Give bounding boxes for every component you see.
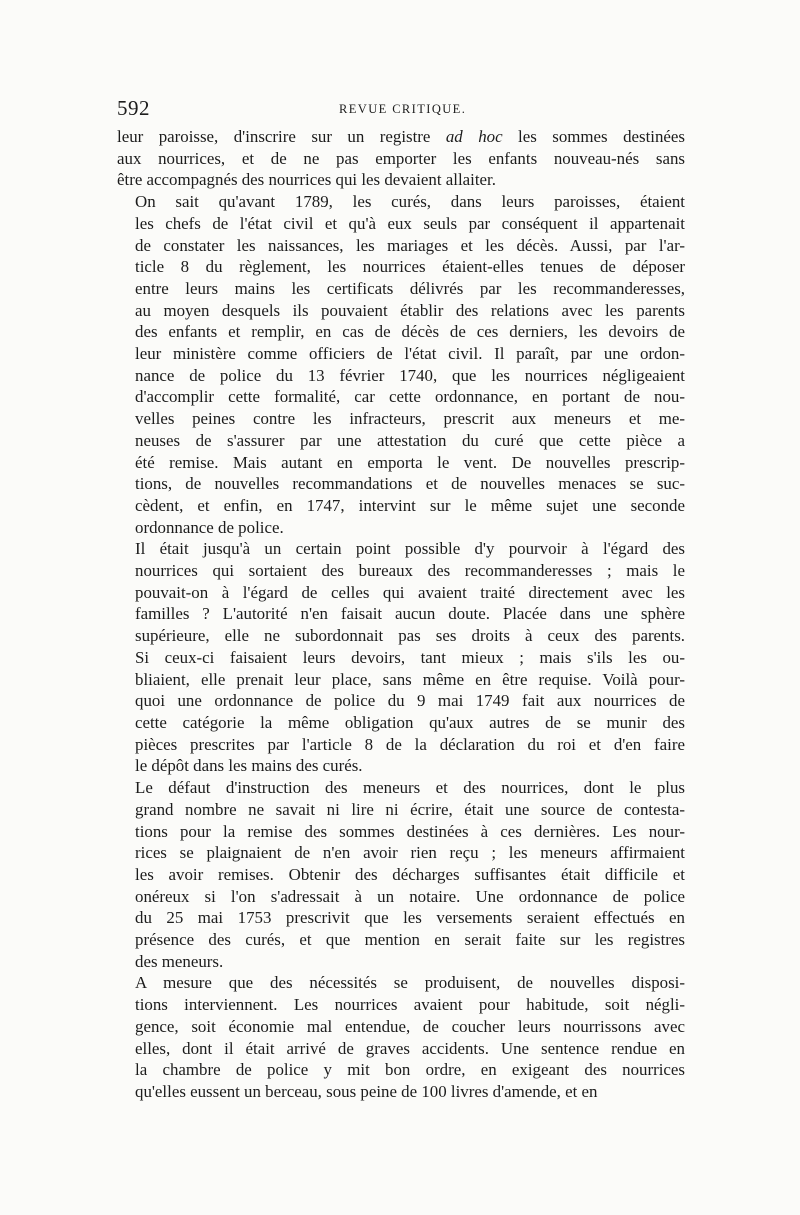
text-line: les chefs de l'état civil et qu'à eux seuls par conséquent il appartenait xyxy=(135,213,685,233)
text-line: été remise. Mais autant en emporta le vent. De nouvelles prescrip- xyxy=(135,452,685,472)
italic-term: ad hoc xyxy=(445,127,503,146)
paragraph xyxy=(117,191,685,538)
paragraph xyxy=(117,126,685,191)
page-number: 592 xyxy=(117,96,150,120)
text-line: leur ministère comme officiers de l'état civil. Il paraît, par une ordon- xyxy=(135,344,685,364)
text-line: gence, soit économie mal entendue, de coucher leurs nourrissons avec xyxy=(135,1016,685,1036)
text-line: les avoir remises. Obtenir des décharges suffisantes était difficile et xyxy=(135,864,685,884)
text-line: quoi une ordonnance de police du 9 mai 1749 fait aux nourrices de xyxy=(135,691,685,711)
text-line: ordonnance de police. xyxy=(135,517,284,537)
text-line: aux nourrices, et de ne pas emporter les enfants nouveau-nés sans xyxy=(117,148,685,168)
text-line: Il était jusqu'à un certain point possible d'y pourvoir à l'égard des xyxy=(135,539,685,559)
text-line: nance de police du 13 février 1740, que les nourrices négligeaient xyxy=(135,365,685,385)
text-line: de constater les naissances, les mariages et les décès. Aussi, par l'ar- xyxy=(135,235,685,255)
text-line: A mesure que des nécessités se produisent, de nouvelles disposi- xyxy=(135,973,685,993)
text-line: supérieure, elle ne subordonnait pas ses droits à ceux des parents. xyxy=(135,626,685,646)
text-line: onéreux si l'on s'adressait à un notaire. Une ordonnance de police xyxy=(135,886,685,906)
text-line: tions, de nouvelles recommandations et de nouvelles menaces se suc- xyxy=(135,474,685,494)
text-line: leur paroisse, d'inscrire sur un registre ad hoc les sommes destinées xyxy=(117,127,685,146)
text-line: rices se plaignaient de n'en avoir rien reçu ; les meneurs affirmaient xyxy=(135,843,685,863)
text-line: au moyen desquels ils pouvaient établir des relations avec les parents xyxy=(135,300,685,320)
text-line: Le défaut d'instruction des meneurs et des nourrices, dont le plus xyxy=(135,778,685,798)
text-line: Si ceux-ci faisaient leurs devoirs, tant mieux ; mais s'ils les ou- xyxy=(135,647,685,667)
text-line: tions pour la remise des sommes destinées à ces dernières. Les nour- xyxy=(135,821,685,841)
text-line: pouvait-on à l'égard de celles qui avaient traité directement avec les xyxy=(135,582,685,602)
text-line: grand nombre ne savait ni lire ni écrire, était une source de contesta- xyxy=(135,799,685,819)
text-line: qu'elles eussent un berceau, sous peine de 100 livres d'amende, et en xyxy=(135,1081,598,1101)
text-line: On sait qu'avant 1789, les curés, dans leurs paroisses, étaient xyxy=(135,192,685,212)
paragraph xyxy=(117,777,685,972)
text-line: être accompagnés des nourrices qui les devaient allaiter. xyxy=(117,170,496,190)
text-line: des meneurs. xyxy=(135,951,224,971)
text-line: la chambre de police y mit bon ordre, en exigeant des nourrices xyxy=(135,1060,685,1080)
text-line: cette catégorie la même obligation qu'aux autres de se munir des xyxy=(135,712,685,732)
paragraph xyxy=(117,538,685,777)
text-line: familles ? L'autorité n'en faisait aucun doute. Placée dans une sphère xyxy=(135,604,685,624)
text-line: nourrices qui sortaient des bureaux des recommanderesses ; mais le xyxy=(135,561,685,581)
text-line: neuses de s'assurer par une attestation du curé que cette pièce a xyxy=(135,430,685,450)
text-line: velles peines contre les infracteurs, prescrit aux meneurs et me- xyxy=(135,409,685,429)
body-text xyxy=(117,126,685,1103)
text-line: des enfants et remplir, en cas de décès de ces derniers, les devoirs de xyxy=(135,322,685,342)
page-header xyxy=(117,96,685,126)
paragraph xyxy=(117,972,685,1102)
text-line: ticle 8 du règlement, les nourrices étaient-elles tenues de déposer xyxy=(135,257,685,277)
text-line: le dépôt dans les mains des curés. xyxy=(135,756,363,776)
text-line: du 25 mai 1753 prescrivit que les versements seraient effectués en xyxy=(135,908,685,928)
text-line: elles, dont il était arrivé de graves accidents. Une sentence rendue en xyxy=(135,1038,685,1058)
text-line: d'accomplir cette formalité, car cette ordonnance, en portant de nou- xyxy=(135,387,685,407)
text-line: présence des curés, et que mention en serait faite sur les registres xyxy=(135,930,685,950)
text-line: pièces prescrites par l'article 8 de la déclaration du roi et d'en faire xyxy=(135,734,685,754)
running-title: REVUE CRITIQUE. xyxy=(339,102,467,116)
text-line: tions interviennent. Les nourrices avaient pour habitude, soit négli- xyxy=(135,995,685,1015)
text-line: bliaient, elle prenait leur place, sans même en être requise. Voilà pour- xyxy=(135,669,685,689)
text-line: cèdent, et enfin, en 1747, intervint sur le même sujet une seconde xyxy=(135,495,685,515)
text-line: entre leurs mains les certificats délivrés par les recommanderesses, xyxy=(135,278,685,298)
